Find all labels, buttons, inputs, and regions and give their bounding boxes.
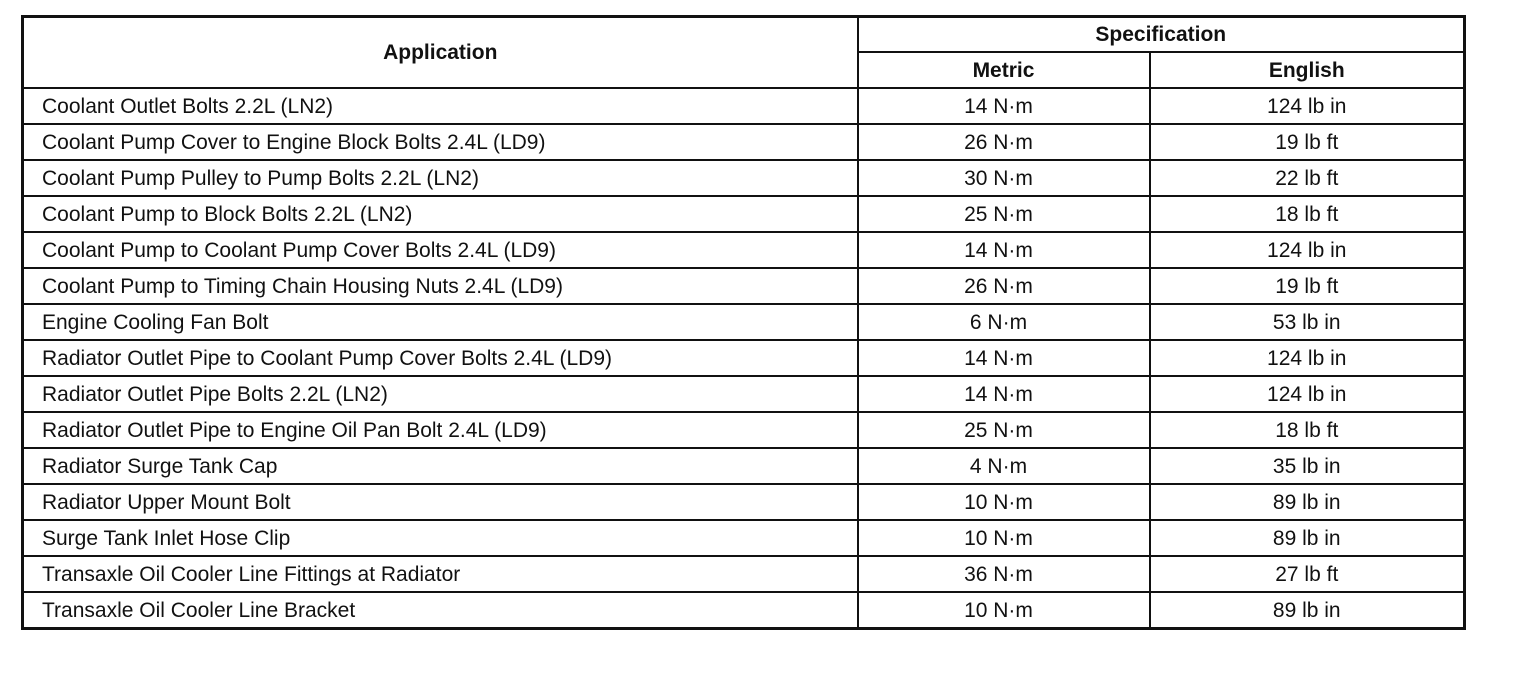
english-cell: 19 lb ft — [1150, 268, 1465, 304]
metric-header: Metric — [858, 52, 1150, 88]
table-row — [23, 196, 1465, 232]
english-cell: 18 lb ft — [1150, 412, 1465, 448]
application-cell: Coolant Pump Cover to Engine Block Bolts 2.4L (LD9) — [23, 124, 858, 160]
table-row — [23, 412, 1465, 448]
table-row — [23, 448, 1465, 484]
table-row — [23, 124, 1465, 160]
english-cell: 35 lb in — [1150, 448, 1465, 484]
metric-cell: 25 N·m — [858, 196, 1150, 232]
english-cell: 27 lb ft — [1150, 556, 1465, 592]
english-cell: 89 lb in — [1150, 520, 1465, 556]
application-cell: Transaxle Oil Cooler Line Fittings at Radiator — [23, 556, 858, 592]
table-row — [23, 484, 1465, 520]
english-header: English — [1150, 52, 1465, 88]
table-row — [23, 556, 1465, 592]
metric-cell: 26 N·m — [858, 268, 1150, 304]
english-cell: 124 lb in — [1150, 88, 1465, 124]
metric-cell: 14 N·m — [858, 376, 1150, 412]
metric-cell: 10 N·m — [858, 592, 1150, 629]
metric-cell: 36 N·m — [858, 556, 1150, 592]
english-cell: 19 lb ft — [1150, 124, 1465, 160]
metric-cell: 14 N·m — [858, 232, 1150, 268]
application-cell: Coolant Pump to Timing Chain Housing Nuts 2.4L (LD9) — [23, 268, 858, 304]
metric-cell: 26 N·m — [858, 124, 1150, 160]
table-row — [23, 160, 1465, 196]
metric-cell: 10 N·m — [858, 520, 1150, 556]
metric-cell: 4 N·m — [858, 448, 1150, 484]
table-row — [23, 268, 1465, 304]
torque-specification-table — [21, 15, 1466, 630]
english-cell: 124 lb in — [1150, 232, 1465, 268]
application-cell: Radiator Outlet Pipe Bolts 2.2L (LN2) — [23, 376, 858, 412]
application-header: Application — [23, 17, 858, 89]
application-cell: Radiator Surge Tank Cap — [23, 448, 858, 484]
english-cell: 22 lb ft — [1150, 160, 1465, 196]
english-cell: 18 lb ft — [1150, 196, 1465, 232]
application-cell: Radiator Upper Mount Bolt — [23, 484, 858, 520]
table-row — [23, 592, 1465, 629]
application-cell: Radiator Outlet Pipe to Engine Oil Pan Bolt 2.4L (LD9) — [23, 412, 858, 448]
table-row — [23, 88, 1465, 124]
table-row — [23, 340, 1465, 376]
application-cell: Transaxle Oil Cooler Line Bracket — [23, 592, 858, 629]
table-row — [23, 520, 1465, 556]
english-cell: 124 lb in — [1150, 376, 1465, 412]
metric-cell: 6 N·m — [858, 304, 1150, 340]
english-cell: 89 lb in — [1150, 484, 1465, 520]
table-row — [23, 304, 1465, 340]
application-cell: Coolant Pump Pulley to Pump Bolts 2.2L (LN2) — [23, 160, 858, 196]
english-cell: 89 lb in — [1150, 592, 1465, 629]
metric-cell: 10 N·m — [858, 484, 1150, 520]
metric-cell: 14 N·m — [858, 340, 1150, 376]
application-cell: Coolant Pump to Coolant Pump Cover Bolts 2.4L (LD9) — [23, 232, 858, 268]
application-cell: Radiator Outlet Pipe to Coolant Pump Cover Bolts 2.4L (LD9) — [23, 340, 858, 376]
metric-cell: 30 N·m — [858, 160, 1150, 196]
metric-cell: 25 N·m — [858, 412, 1150, 448]
table-row — [23, 232, 1465, 268]
metric-cell: 14 N·m — [858, 88, 1150, 124]
application-cell: Surge Tank Inlet Hose Clip — [23, 520, 858, 556]
application-cell: Engine Cooling Fan Bolt — [23, 304, 858, 340]
table-row — [23, 376, 1465, 412]
application-cell: Coolant Outlet Bolts 2.2L (LN2) — [23, 88, 858, 124]
application-cell: Coolant Pump to Block Bolts 2.2L (LN2) — [23, 196, 858, 232]
english-cell: 124 lb in — [1150, 340, 1465, 376]
english-cell: 53 lb in — [1150, 304, 1465, 340]
specification-header: Specification — [858, 17, 1465, 53]
